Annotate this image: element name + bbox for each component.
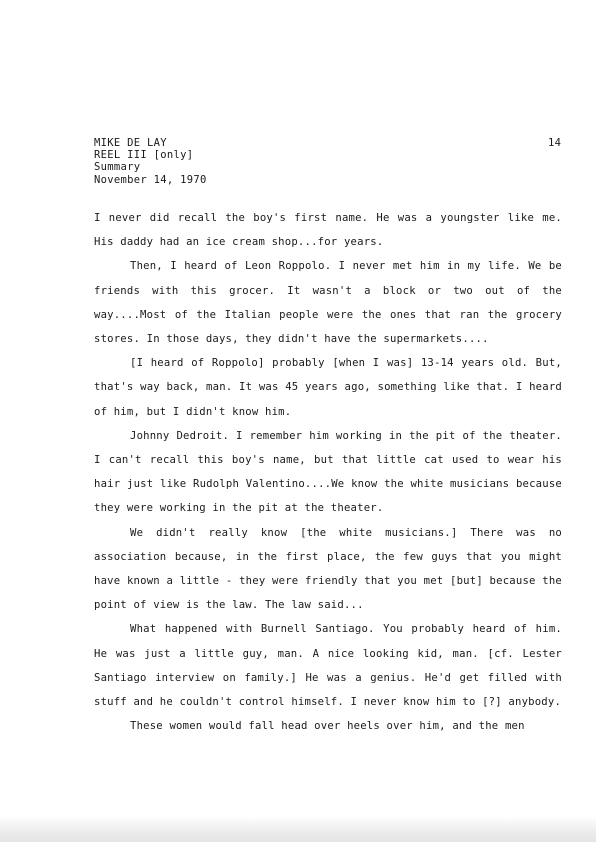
interview-date: November 14, 1970 [94,173,207,186]
transcript-body [94,206,562,738]
paragraph: Johnny Dedroit. I remember him working in the pit of the theater. I can't recall this boy's name, but that little cat used to wear his hair just like Rudolph Valentino....We know the white musicians because they were working in the pit at the theater. [94,429,562,515]
paragraph: [I heard of Roppolo] probably [when I was] 13-14 years old. But, that's way back, man. It was 45 years ago, something like that. I heard of him, but I didn't know him. [94,357,562,418]
paragraph: What happened with Burnell Santiago. You probably heard of him. He was just a little guy, man. A nice looking kid, man. [cf. Lester Santiago interview on family.] He was a genius. He'd get filled with stuff and he couldn't control himself. I never know him to [?] anybody. [94,623,562,709]
paragraph: We didn't really know [the white musicians.] There was no association because, in the first place, the few guys that you might have known a little - they were friendly that you met [but] because the point of view is the law. The law said... [94,526,562,612]
paragraph: I never did recall the boy's first name. He was a youngster like me. His daddy had an ice cream shop...for years. [94,212,562,249]
document-header [94,137,207,186]
reel-label: REEL III [only] [94,149,194,162]
document-type: Summary [94,161,141,174]
page-number: 14 [548,137,562,149]
interviewee-name: MIKE DE LAY [94,137,167,149]
page-edge-shadow [0,816,596,842]
paragraph: These women would fall head over heels over him, and the men [130,720,525,733]
paragraph: Then, I heard of Leon Roppolo. I never met him in my life. We be friends with this grocer. It wasn't a block or two out of the way....Most of the Italian people were the ones that ran the grocery stores. In those days, they didn't have the supermarkets.... [94,260,562,346]
